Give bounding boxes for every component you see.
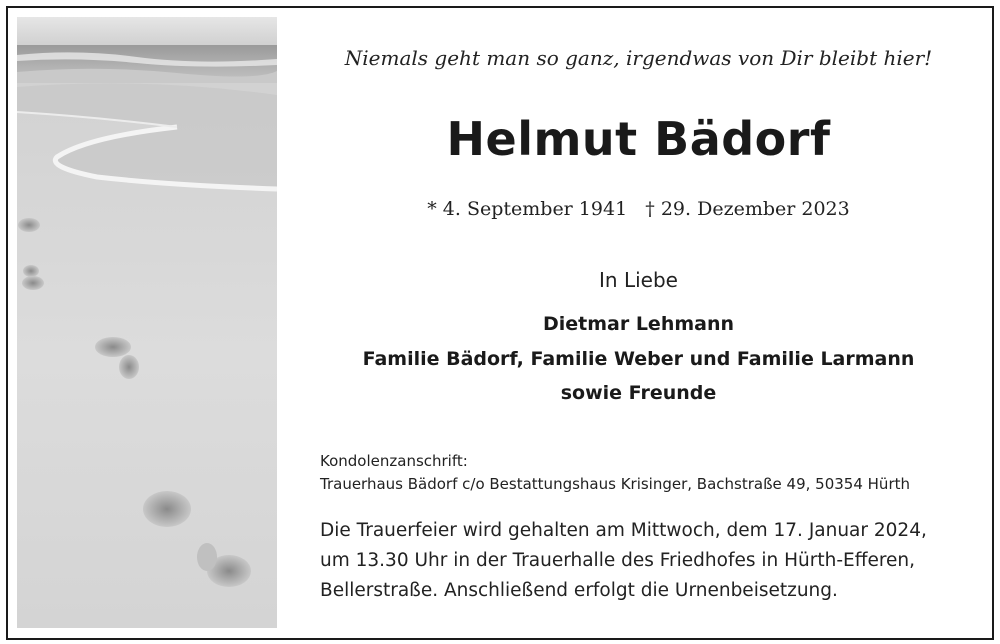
birth-date: * 4. September 1941: [427, 198, 628, 220]
motto-quote: Niemals geht man so ganz, irgendwas von Dir bleibt hier!: [344, 46, 933, 70]
mourner-line: Dietmar Lehmann: [542, 313, 735, 335]
funeral-service-text: [320, 516, 980, 606]
deceased-name: Helmut Bädorf: [446, 112, 831, 166]
condolence-label: Kondolenzanschrift:: [320, 452, 468, 470]
notice-content: [277, 0, 1000, 644]
mourner-line: sowie Freunde: [560, 382, 717, 404]
service-line: um 13.30 Uhr in der Trauerhalle des Friedhofes in Hürth-Efferen,: [320, 550, 916, 571]
life-dates: [277, 198, 1000, 220]
service-line: Bellerstraße. Anschließend erfolgt die Urnenbeisetzung.: [320, 580, 838, 601]
service-line: Die Trauerfeier wird gehalten am Mittwoch, dem 17. Januar 2024,: [320, 520, 927, 541]
death-date: † 29. Dezember 2023: [645, 198, 850, 220]
condolence-address: Trauerhaus Bädorf c/o Bestattungshaus Krisinger, Bachstraße 49, 50354 Hürth: [320, 475, 910, 493]
mourner-line: Familie Bädorf, Familie Weber und Familie Larmann: [362, 348, 915, 370]
in-love-label: In Liebe: [599, 268, 678, 292]
beach-footprints-image: [17, 17, 277, 628]
